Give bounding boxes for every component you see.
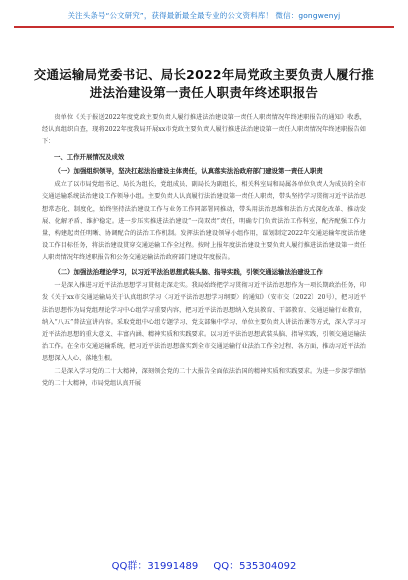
document-title: 交通运输局党委书记、局长2022年局党政主要负责人履行推进法治建设第一责任人职责年终述职报告: [33, 67, 375, 100]
banner-divider: [14, 26, 394, 28]
paragraph: 贵单位《关于报送2022年度党政主要负责人履行推进法治建设第一责任人职责情况年终述职报告的通知》收悉，经认真组织自查，现将2022年度我局开展xx市党政主要负责人履行推进法治建设第一责任人职责情况年终述职报告如下：: [42, 114, 366, 146]
subsection-heading: （二）加强法治理论学习，以习近平法治思想武装头脑、指导实践，引领交通运输法治建设工作: [54, 267, 323, 276]
section-heading: 一、工作开展情况及成效: [54, 152, 125, 161]
paragraph: 二是深入学习党的二十大精神，深刻领会党的二十大报告全面依法治国的精神实质和实践要求。为进一步深学细悟党的二十大精神，市局党组认真开展: [42, 367, 366, 387]
promo-banner: [0, 0, 408, 58]
qq-group-text: QQ群：31991489: [111, 561, 199, 572]
paragraph: 一是深入推进习近平法治思想学习贯彻走深走实。我局始终把学习贯彻习近平法治思想作为一项长期政治任务，印发《关于xx市交通运输局关于认真组织学习〈习近平法治思想学习纲要〉的通知》（安市交〔2022〕20号），把习近平法治思想作为局党组理论学习中心组学习重要内容，把习近平法治思想纳入党员教育、干部教育、交通运输行业教育，纳入“八五”普法宣讲内容。采取党组中心组专题学习、党支部集中学习、单位主要负责人讲法治课等方式，深入学习习近平法治思想的重大意义、丰富内涵、精神实质和实践要求。以习近平法治思想武装头脑、指导实践，引领交通运输法治工作。在全市交通运输系统，把习近平法治思想落实到全市交通运输行业法治工作全过程、各方面，推动习近平法治思想深入人心、落地生根。: [42, 282, 366, 363]
banner-text: 关注头条号“公文研究”，获得最新最全最专业的公文资料库！ 微信：gongwenyj: [67, 11, 341, 20]
document-body: [42, 112, 366, 390]
subsection-heading: （一）加强组织领导，坚决扛起法治建设主体责任，认真落实法治政府部门建设第一责任人职责: [54, 166, 323, 175]
footer-contact: [0, 557, 408, 572]
qq-text: QQ：535304092: [213, 561, 297, 572]
paragraph: 成立了以市局党组书记、局长为组长，党组成员、副局长为副组长，相关科室局和局属各单位负责人为成员的全市交通运输系统法治建设工作领导小组。主要负责人认真履行法治建设第一责任人职责，带头坚持学习贯彻习近平法治思想常态化、制度化，始终坚持法治建设工作与业务工作同部署同推动，带头用法治思维和法治方式深化改革、推动发展、化解矛盾、维护稳定。进一步压实推进法治建设“一岗双责”责任，明确专门负责法治工作科室，配齐配强工作力量，构建起责任明晰、协调配合的法治工作机制。发挥法治建设领导小组作用，谋划制定2022年交通运输年度法治建设工作目标任务，将法治建设贯穿交通运输工作全过程。按时上报年度法治建设主要负责人履行推进法治建设第一责任人职责情况年终述职报告和公务交通运输法治政府部门建设年度报告。: [42, 181, 366, 262]
